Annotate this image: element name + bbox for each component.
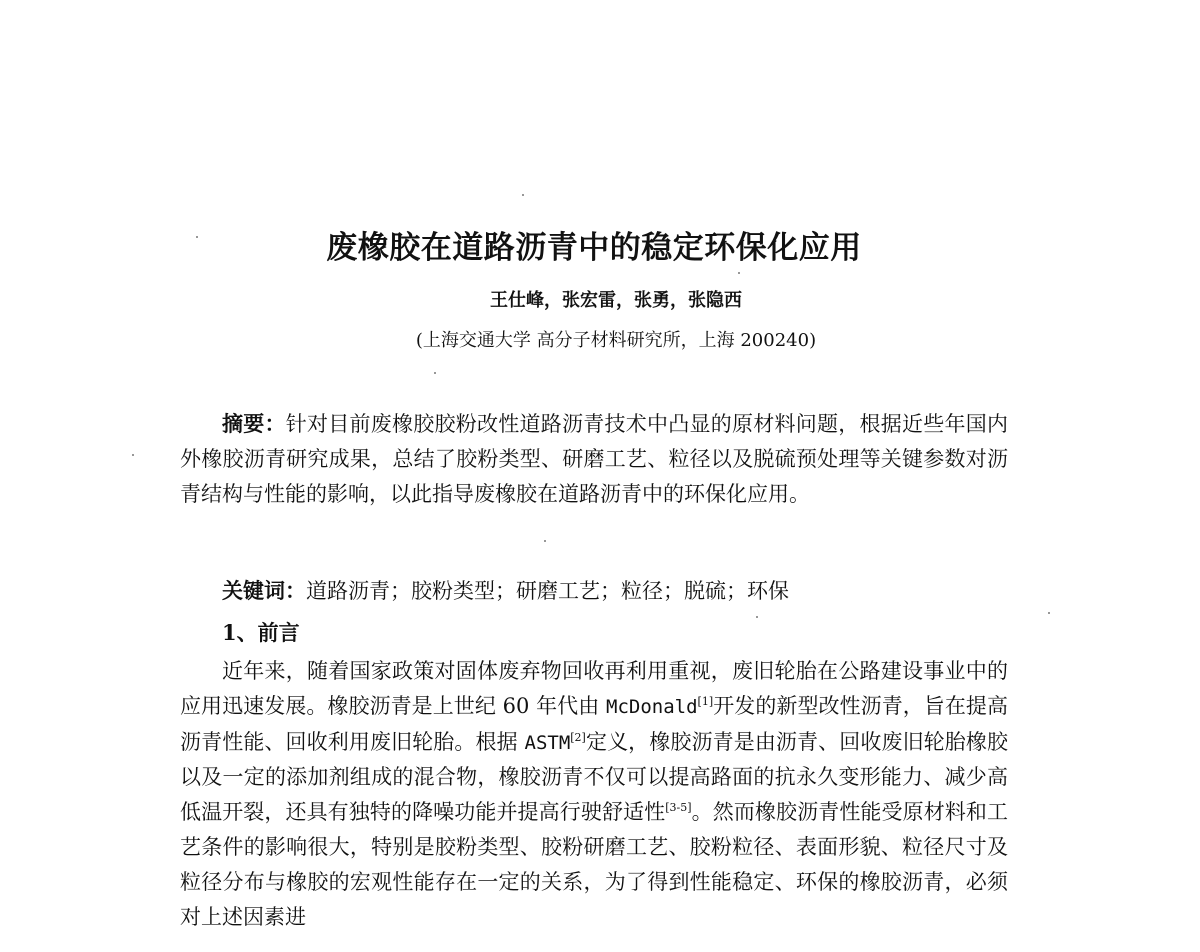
intro-text: 。然而橡胶沥青性能受原材料和工艺条件的影响很大，特别是胶粉类型、胶粉研磨工艺、胶粉粒径、表面形貌、粒径尺寸及粒径分布与橡胶的宏观性能存在一定的关系，为了得到性能稳定、环保的橡胶沥青，必须对上述因素进 bbox=[180, 800, 1009, 929]
intro-text: 近年来，随着国家政策对固体废弃物回收再利用重视，废旧轮胎在公路建设事业中的应用迅速发展。橡胶沥青是上世纪 60 年代由 bbox=[180, 659, 1008, 718]
section-heading bbox=[180, 616, 1008, 651]
keywords-label: 关键词： bbox=[222, 578, 306, 603]
keywords-text: 道路沥青；胶粉类型；研磨工艺；粒径；脱硫；环保 bbox=[306, 579, 789, 603]
paper-title: 废橡胶在道路沥青中的稳定环保化应用 bbox=[326, 230, 862, 266]
scan-speck bbox=[434, 372, 436, 374]
affiliation: (上海交通大学 高分子材料研究所，上海 200240) bbox=[415, 330, 817, 351]
scan-speck bbox=[1048, 612, 1050, 614]
section-heading-text: 1、前言 bbox=[222, 620, 300, 645]
scan-speck bbox=[544, 540, 546, 542]
intro-text: 开发的新型改性沥青，旨在提高沥青性能、回收利用废旧轮胎。根据 bbox=[180, 693, 1008, 754]
citation-ref: [1] bbox=[697, 694, 714, 708]
keywords bbox=[180, 574, 1008, 609]
author-list: 王仕峰，张宏雷，张勇，张隐西 bbox=[490, 290, 742, 311]
citation-ref: [3-5] bbox=[665, 801, 692, 815]
scan-speck bbox=[522, 194, 524, 196]
intro-paragraph bbox=[180, 654, 1008, 934]
abstract-paragraph bbox=[180, 407, 1008, 511]
intro-text: 定义，橡胶沥青是由沥青、回收废旧轮胎橡胶以及一定的添加剂组成的混合物，橡胶沥青不仅可以提高路面的抗永久变形能力、减少高低温开裂，还具有独特的降噪功能并提高行驶舒适性 bbox=[180, 729, 1008, 825]
keywords-paragraph bbox=[180, 574, 1008, 609]
citation-ref: [2] bbox=[570, 730, 586, 744]
standard-name-astm: ASTM bbox=[524, 731, 571, 754]
scan-speck bbox=[738, 272, 740, 274]
abstract bbox=[180, 407, 1008, 511]
introduction bbox=[180, 654, 1008, 934]
scan-speck bbox=[132, 454, 134, 456]
abstract-label: 摘要： bbox=[222, 411, 286, 436]
abstract-text: 针对目前废橡胶胶粉改性道路沥青技术中凸显的原材料问题，根据近些年国内外橡胶沥青研究成果，总结了胶粉类型、研磨工艺、粒径以及脱硫预处理等关键参数对沥青结构与性能的影响，以此指导废橡胶在道路沥青中的环保化应用。 bbox=[180, 412, 1008, 506]
author-name-mcdonald: McDonald bbox=[606, 695, 698, 718]
